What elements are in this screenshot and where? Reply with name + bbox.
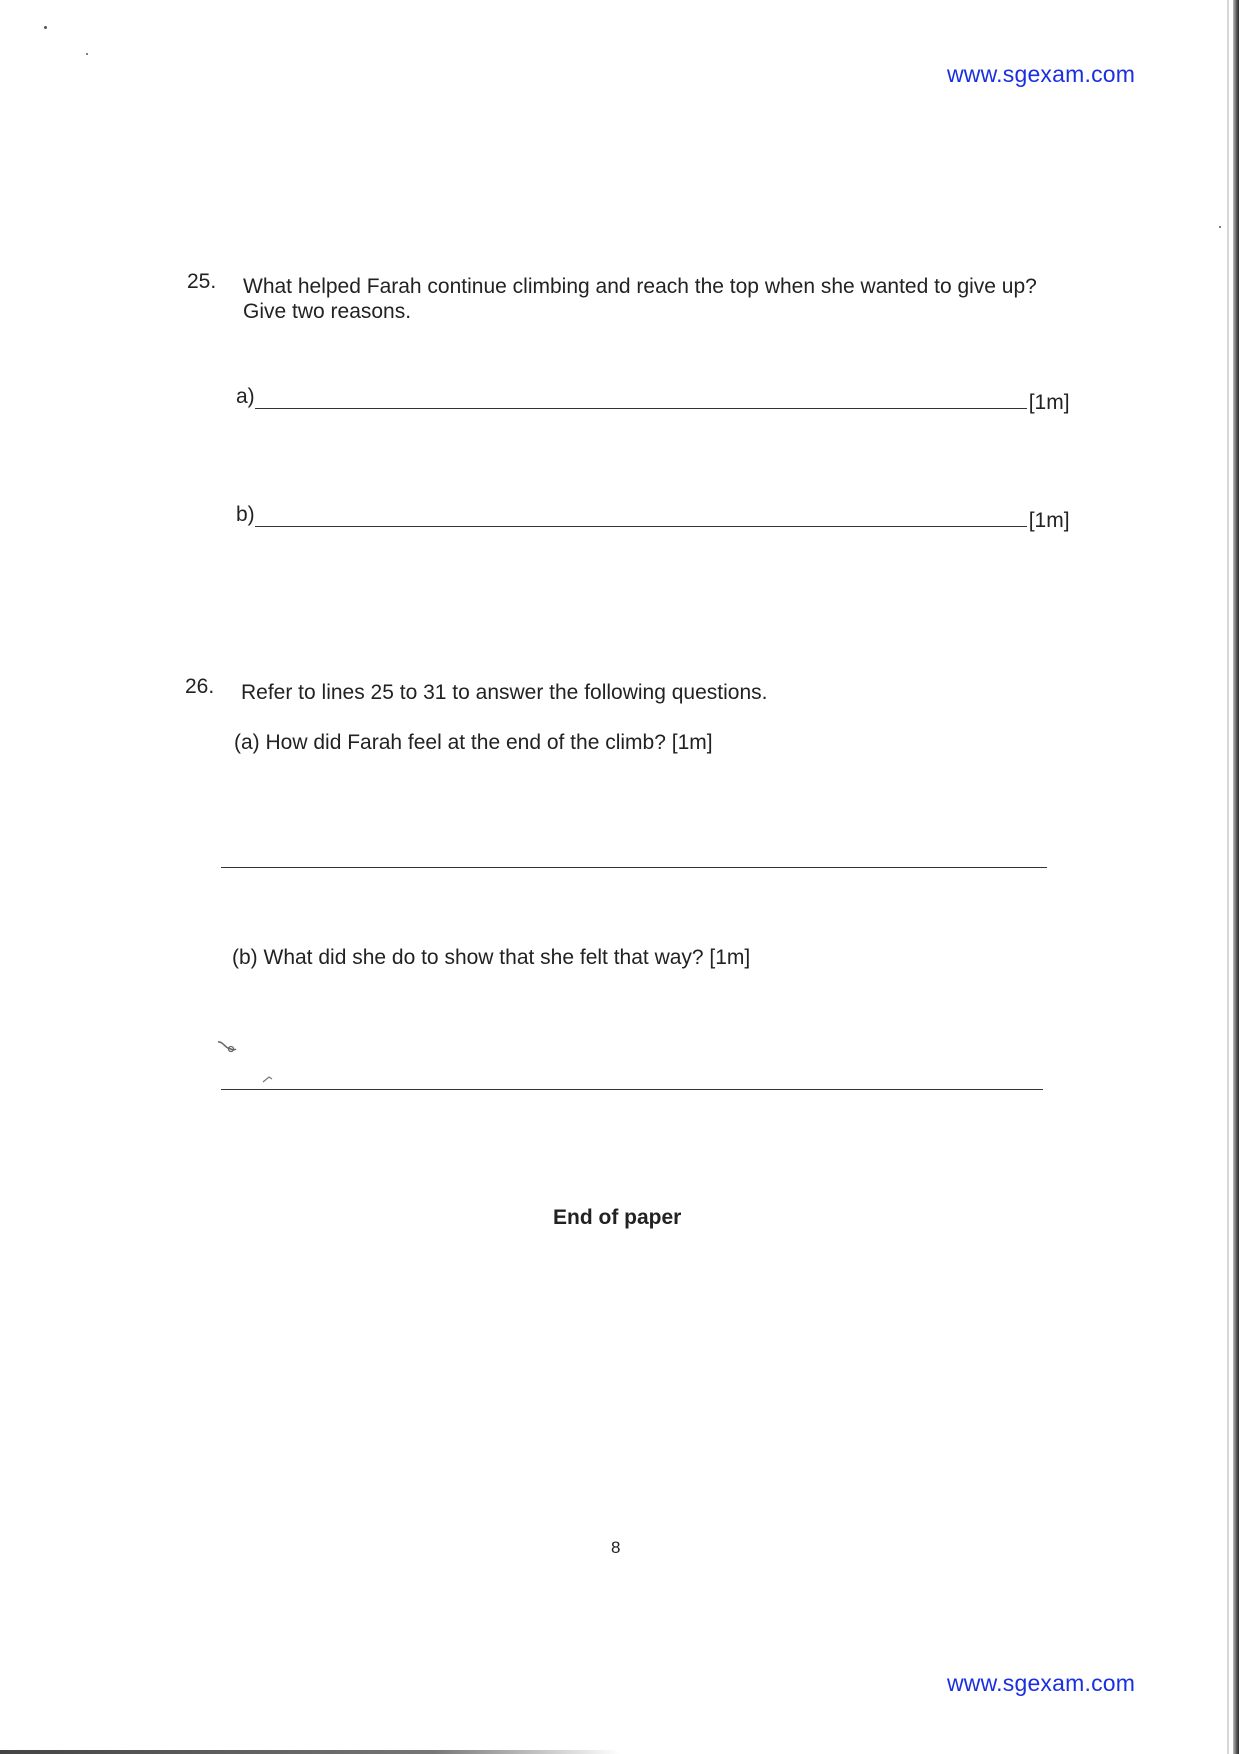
answer-label: b) xyxy=(236,503,255,526)
question-part-text: (b) What did she do to show that she felt that way? [1m] xyxy=(232,946,751,969)
answer-label: a) xyxy=(236,385,255,408)
scan-speck xyxy=(1219,226,1221,228)
answer-line[interactable] xyxy=(221,867,1047,868)
question-text: Give two reasons. xyxy=(243,300,412,323)
answer-line[interactable] xyxy=(221,1089,1043,1090)
pencil-scribble xyxy=(216,1039,240,1055)
question-text: Refer to lines 25 to 31 to answer the following questions. xyxy=(241,681,768,704)
marks-label: [1m] xyxy=(1028,391,1070,414)
answer-row-b xyxy=(236,503,1070,532)
scan-speck xyxy=(44,26,47,29)
scan-edge-shadow xyxy=(1233,0,1239,1754)
answer-row-a xyxy=(236,385,1070,414)
question-number: 25. xyxy=(187,270,217,293)
scan-speck xyxy=(86,53,88,55)
marks-label: [1m] xyxy=(1028,509,1070,532)
footer-watermark: www.sgexam.com xyxy=(947,1670,1136,1696)
end-of-paper: End of paper xyxy=(553,1206,682,1229)
scan-bottom-shadow xyxy=(0,1750,620,1754)
question-number: 26. xyxy=(185,675,215,698)
answer-line[interactable] xyxy=(255,386,1027,409)
pencil-scribble xyxy=(261,1074,275,1084)
question-text: What helped Farah continue climbing and reach the top when she wanted to give up? xyxy=(243,275,1037,298)
scan-edge-line xyxy=(1227,0,1229,1754)
page-number: 8 xyxy=(611,1538,621,1557)
question-part-text: (a) How did Farah feel at the end of the climb? [1m] xyxy=(234,731,713,754)
answer-line[interactable] xyxy=(255,504,1027,527)
header-watermark: www.sgexam.com xyxy=(947,61,1136,87)
